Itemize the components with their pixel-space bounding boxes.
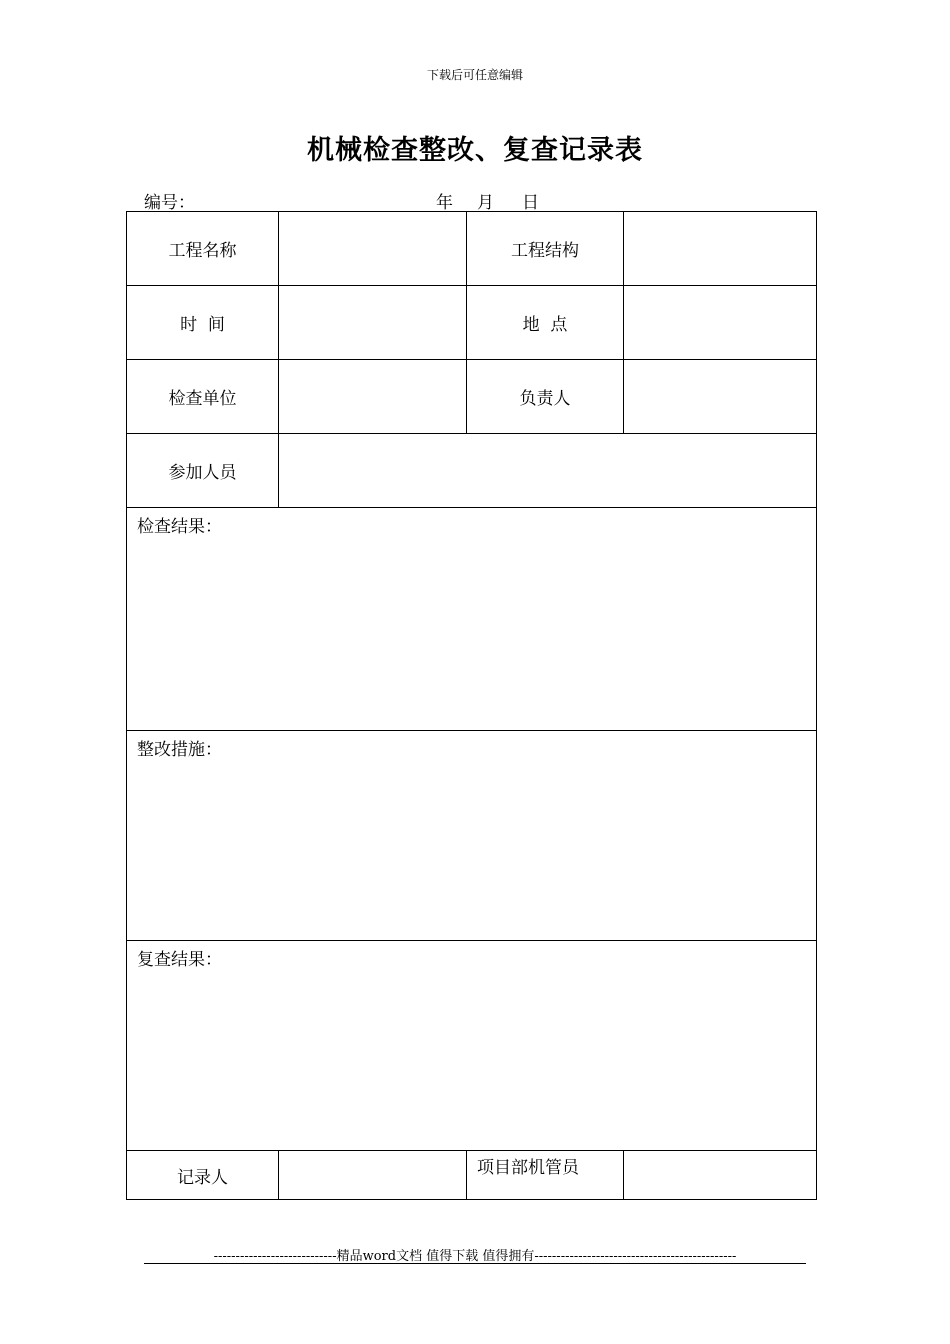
- participants-label: 参加人员: [127, 434, 279, 508]
- machinery-manager-label: 项目部机管员: [467, 1151, 624, 1200]
- table-row: [127, 941, 817, 1151]
- location-field[interactable]: [624, 286, 817, 360]
- table-row: [127, 434, 817, 508]
- rectification-measures-section[interactable]: [127, 731, 817, 941]
- project-name-field[interactable]: [279, 212, 467, 286]
- project-structure-field[interactable]: [624, 212, 817, 286]
- page-title: 机械检查整改、复查记录表: [307, 135, 643, 166]
- project-structure-label: 工程结构: [467, 212, 624, 286]
- review-result-section[interactable]: [127, 941, 817, 1151]
- table-row: [127, 1151, 817, 1200]
- table-row: [127, 286, 817, 360]
- participants-field[interactable]: [279, 434, 817, 508]
- date-line: [436, 188, 539, 213]
- person-in-charge-label: 负责人: [467, 360, 624, 434]
- recorder-label: 记录人: [127, 1151, 279, 1200]
- person-in-charge-field[interactable]: [624, 360, 817, 434]
- project-name-label: 工程名称: [127, 212, 279, 286]
- time-label: 时 间: [127, 286, 279, 360]
- rectification-measures-label: 整改措施：: [137, 740, 222, 760]
- inspection-unit-field[interactable]: [279, 360, 467, 434]
- month-label: 月: [477, 193, 494, 213]
- time-field[interactable]: [279, 286, 467, 360]
- location-label: 地 点: [467, 286, 624, 360]
- record-form-table: [126, 211, 817, 1200]
- recorder-field[interactable]: [279, 1151, 467, 1200]
- year-label: 年: [436, 193, 453, 213]
- table-row: [127, 212, 817, 286]
- footer-divider: [144, 1263, 806, 1264]
- inspection-unit-label: 检查单位: [127, 360, 279, 434]
- inspection-result-label: 检查结果：: [137, 517, 222, 537]
- footer-text: ----------------------------精品word文档 值得下载 值得拥有----------------------------------------------: [213, 1249, 737, 1264]
- review-result-label: 复查结果：: [137, 950, 222, 970]
- number-label: 编号：: [144, 193, 195, 213]
- machinery-manager-field[interactable]: [624, 1151, 817, 1200]
- table-row: [127, 508, 817, 731]
- table-row: [127, 731, 817, 941]
- table-row: [127, 360, 817, 434]
- inspection-result-section[interactable]: [127, 508, 817, 731]
- day-label: 日: [522, 193, 539, 213]
- header-note: 下载后可任意编辑: [426, 68, 523, 82]
